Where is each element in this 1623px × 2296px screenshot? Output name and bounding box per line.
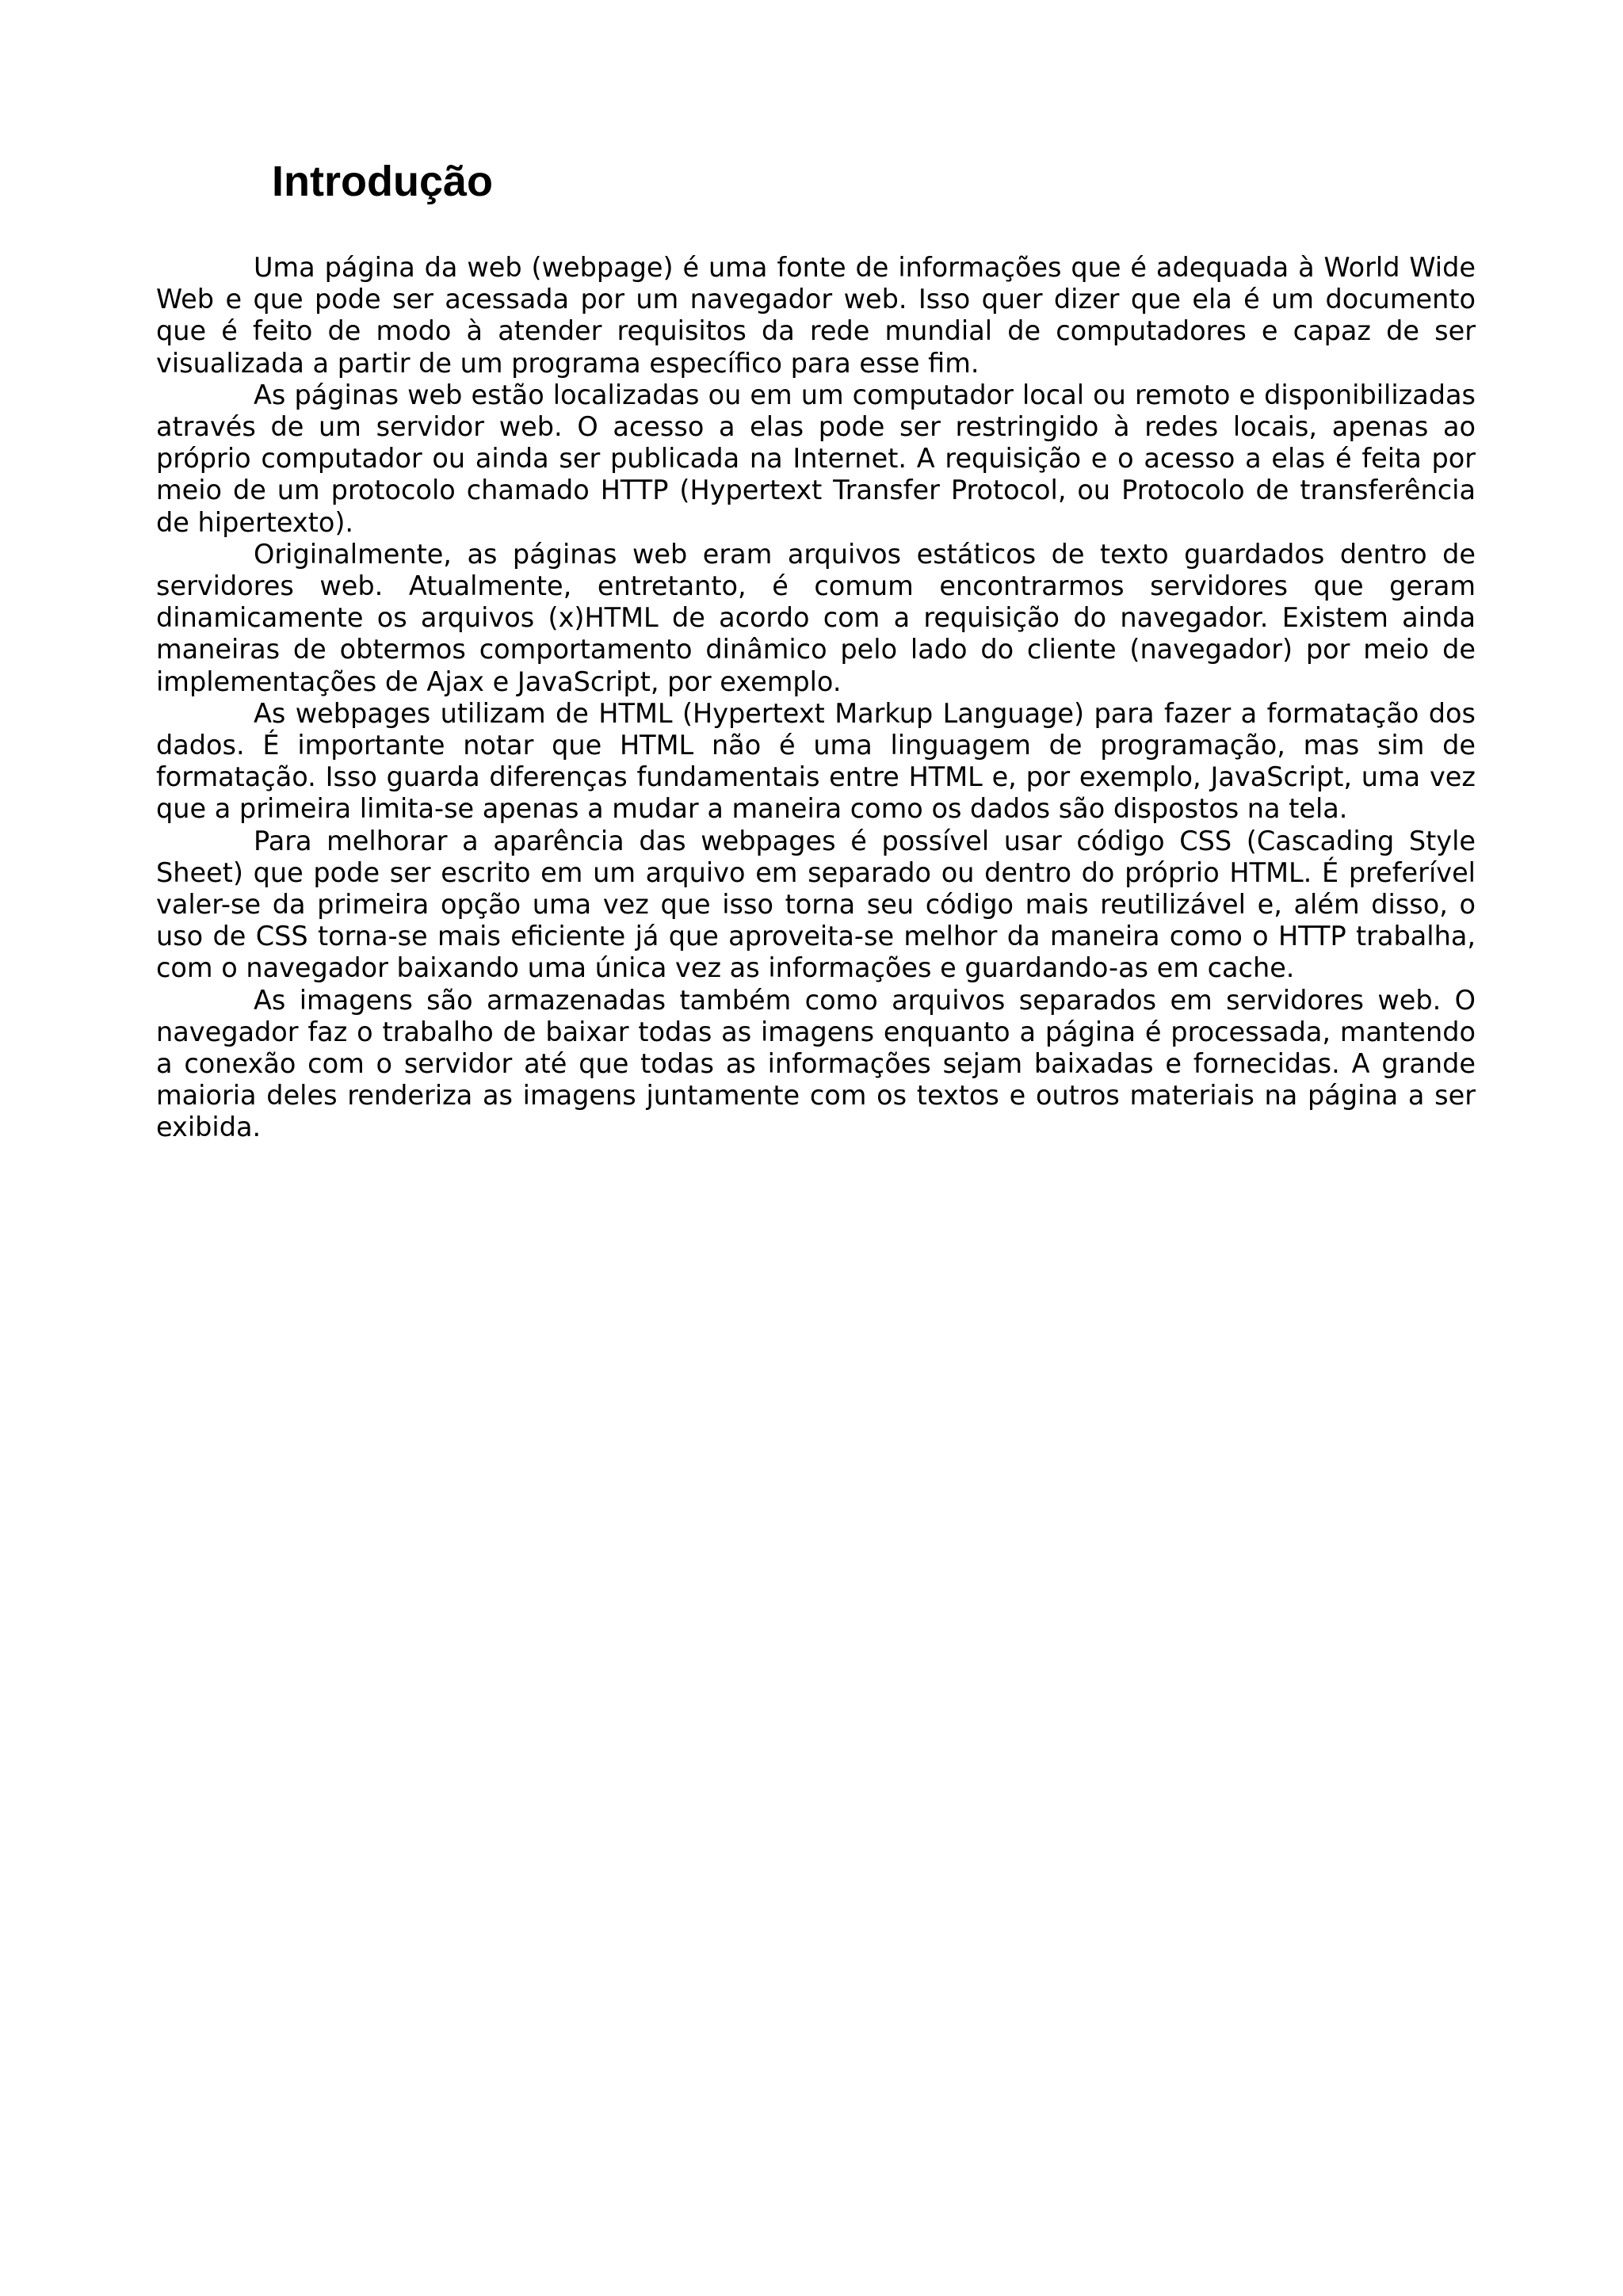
paragraph-6: As imagens são armazenadas também como arquivos separados em servidores web. O navegador faz o trabalho de baixar todas as imagens enquanto a página é processada, mantendo a conexão com o servidor até que todas as informações sejam baixadas e fornecidas. A grande maioria deles renderiza as imagens juntamente com os textos e outros materiais na página a ser exibida. [156, 984, 1476, 1143]
paragraph-5: Para melhorar a aparência das webpages é possível usar código CSS (Cascading Style Sheet) que pode ser escrito em um arquivo em separado ou dentro do próprio HTML. É preferível valer-se da primeira opção uma vez que isso torna seu código mais reutilizável e, além disso, o uso de CSS torna-se mais eficiente já que aproveita-se melhor da maneira como o HTTP trabalha, com o navegador baixando uma única vez as informações e guardando-as em cache. [156, 825, 1476, 984]
paragraph-3: Originalmente, as páginas web eram arquivos estáticos de texto guardados dentro de servidores web. Atualmente, entretanto, é comum encontrarmos servidores que geram dinamicamente os arquivos (x)HTML de acordo com a requisição do navegador. Existem ainda maneiras de obtermos comportamento dinâmico pelo lado do cliente (navegador) por meio de implementações de Ajax e JavaScript, por exemplo. [156, 538, 1476, 697]
paragraph-4: As webpages utilizam de HTML (Hypertext Markup Language) para fazer a formatação dos dados. É importante notar que HTML não é uma linguagem de programação, mas sim de formatação. Isso guarda diferenças fundamentais entre HTML e, por exemplo, JavaScript, uma vez que a primeira limita-se apenas a mudar a maneira como os dados são dispostos na tela. [156, 697, 1476, 825]
paragraph-1: Uma página da web (webpage) é uma fonte de informações que é adequada à World Wide Web e que pode ser acessada por um navegador web. Isso quer dizer que ela é um documento que é feito de modo à atender requisitos da rede mundial de computadores e capaz de ser visualizada a partir de um programa específico para esse fim. [156, 252, 1476, 379]
body-text [156, 252, 1476, 1144]
paragraph-2: As páginas web estão localizadas ou em um computador local ou remoto e disponibilizadas através de um servidor web. O acesso a elas pode ser restringido à redes locais, apenas ao próprio computador ou ainda ser publicada na Internet. A requisição e o acesso a elas é feita por meio de um protocolo chamado HTTP (Hypertext Transfer Protocol, ou Protocolo de transferência de hipertexto). [156, 379, 1476, 538]
page-title: Introdução [272, 158, 493, 205]
